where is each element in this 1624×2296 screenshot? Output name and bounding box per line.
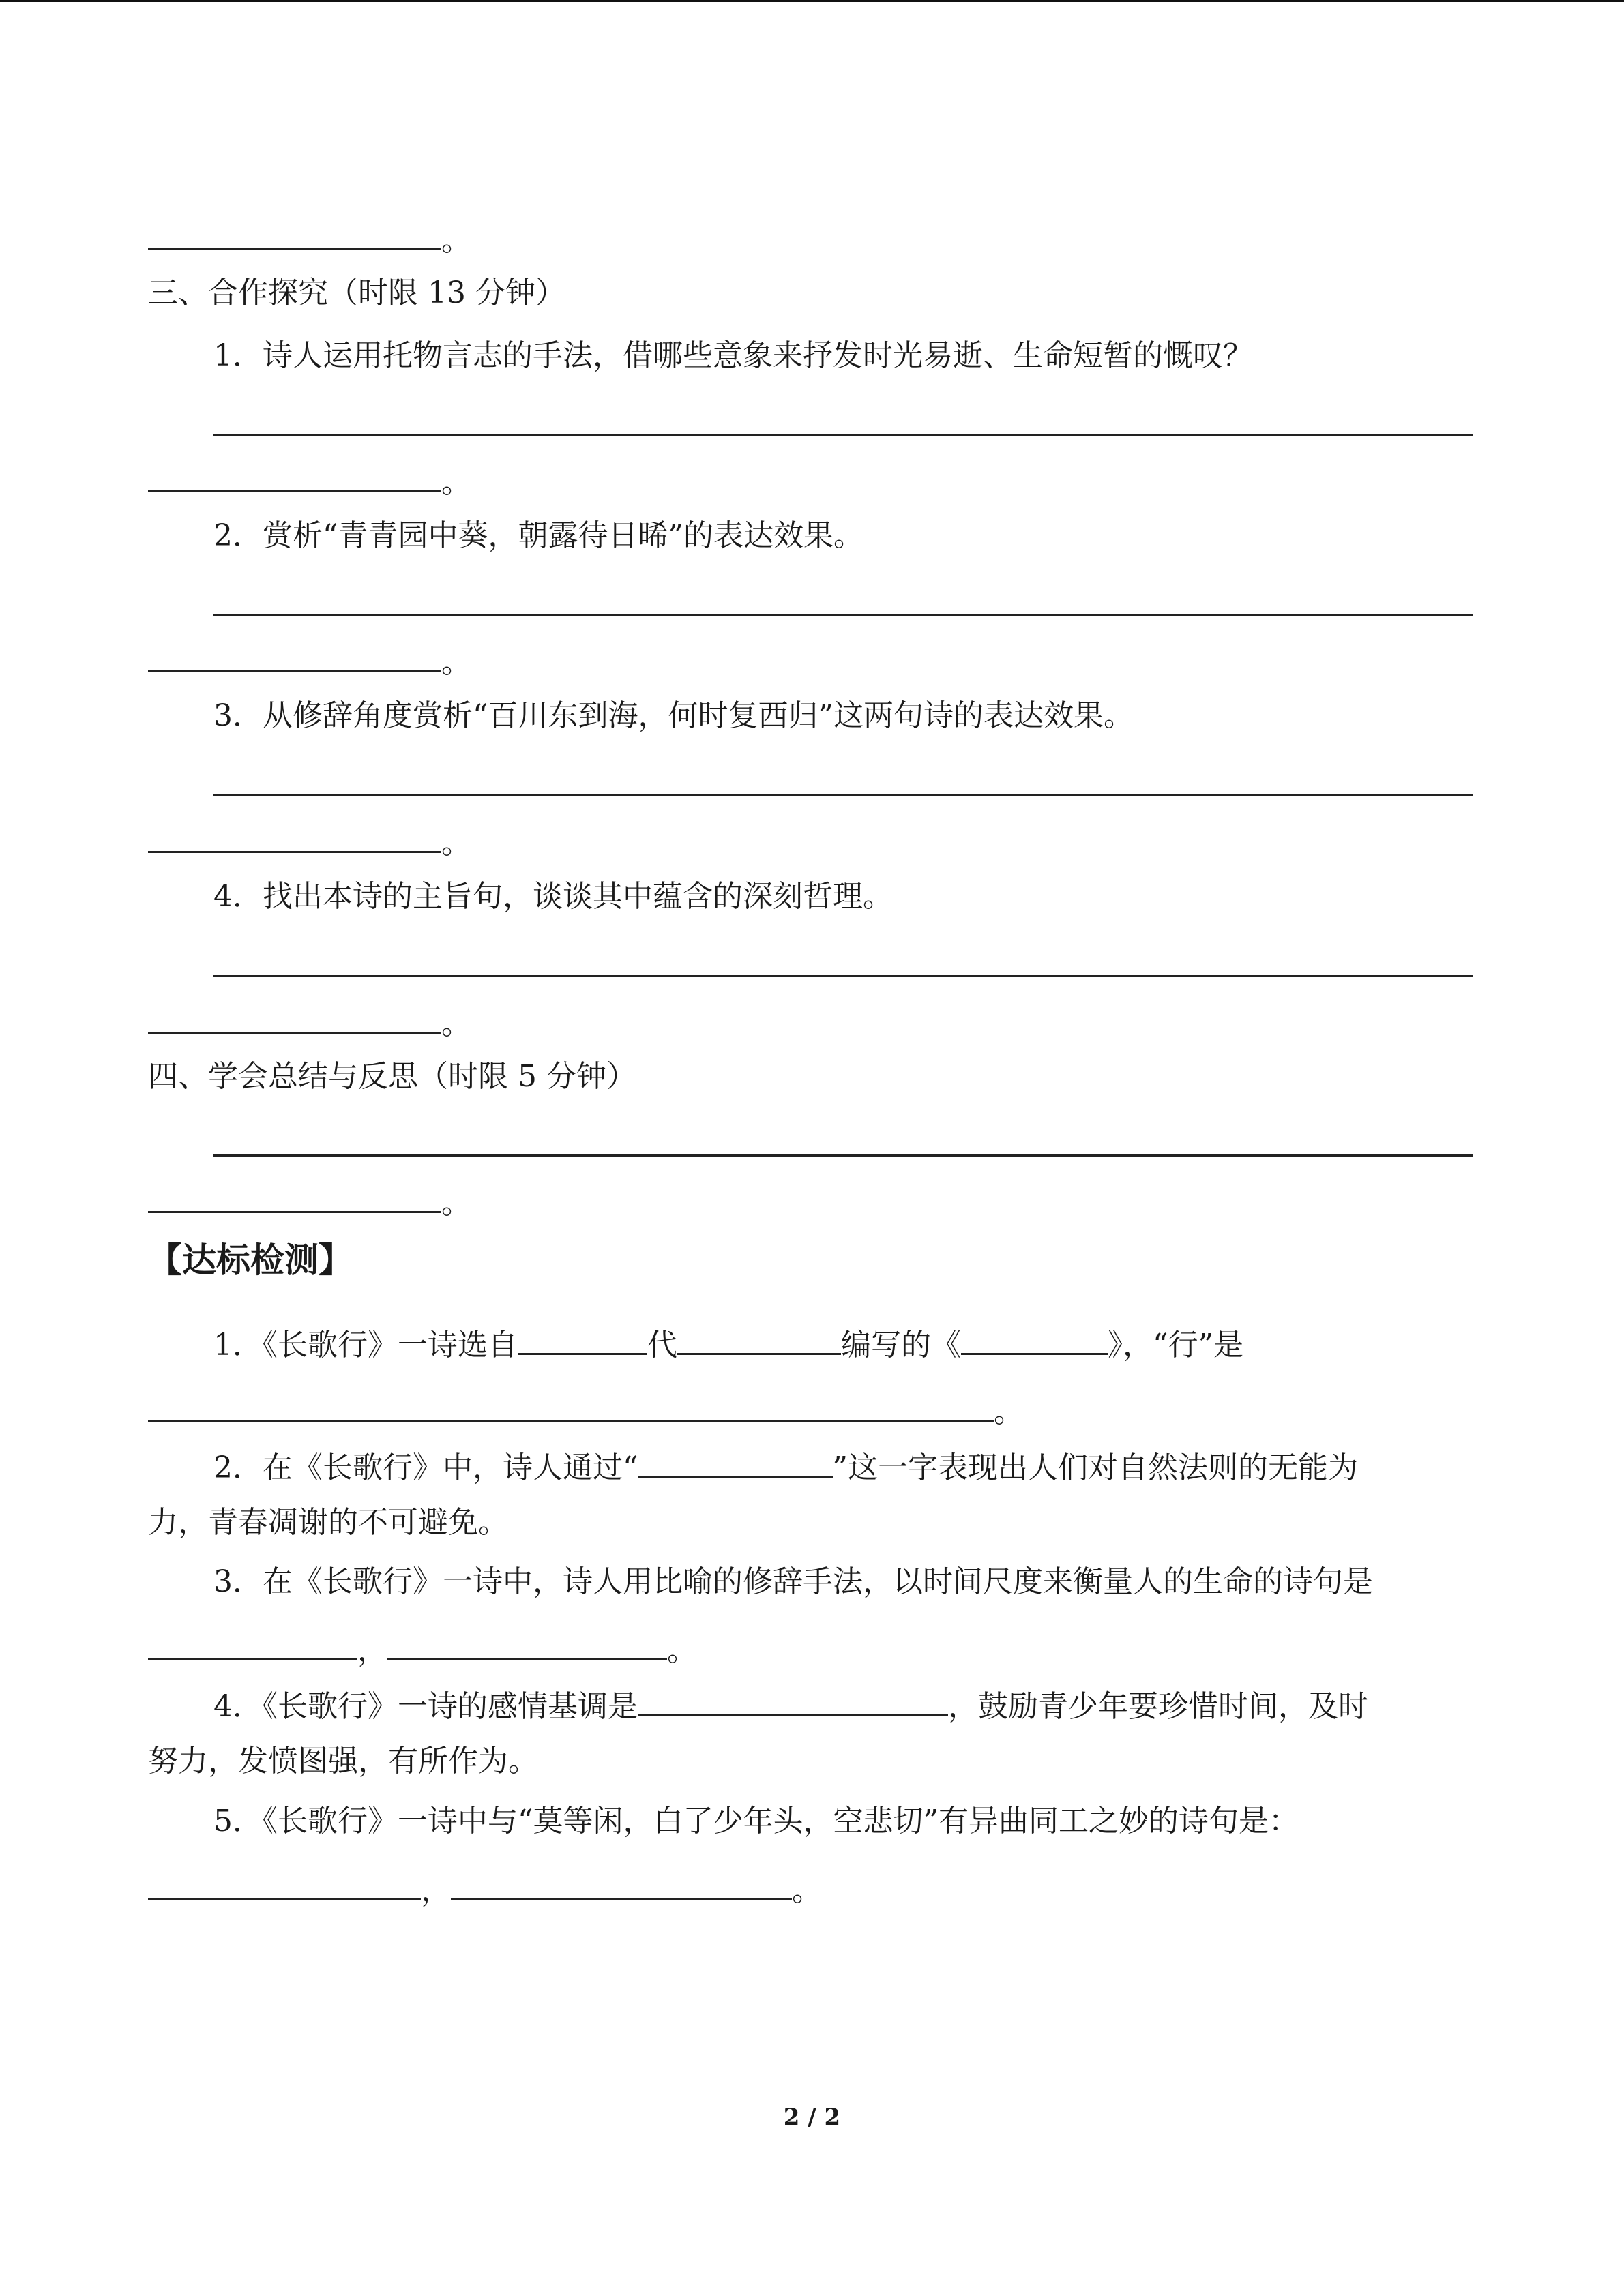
- assessment-q1: 1．《长歌行》一诗选自 代 编写的《 》，“行”是: [213, 1322, 1243, 1366]
- answer-line[interactable]: [213, 794, 1473, 796]
- question-3-1: 1．诗人运用托物言志的手法，借哪些意象来抒发时光易逝、生命短暂的慨叹？: [213, 338, 1253, 373]
- answer-line-end[interactable]: 。: [148, 639, 471, 683]
- answer-line[interactable]: [213, 1154, 1473, 1157]
- assessment-q5: 5．《长歌行》一诗中与“莫等闲，白了少年头，空悲切”有异曲同工之妙的诗句是：: [213, 1804, 1299, 1838]
- blank-compiler[interactable]: [677, 1322, 841, 1355]
- question-3-3: 3．从修辞角度赏析“百川东到海，何时复西归”这两句诗的表达效果。: [213, 698, 1134, 733]
- assessment-q5-line2: ， 。: [148, 1867, 822, 1911]
- answer-line[interactable]: [213, 975, 1473, 977]
- assessment-q3-line2: ， 。: [148, 1627, 697, 1671]
- answer-line-carryover[interactable]: [148, 217, 471, 261]
- blank-tone[interactable]: [638, 1683, 948, 1716]
- question-3-4: 4．找出本诗的主旨句，谈谈其中蕴含的深刻哲理。: [213, 879, 893, 914]
- answer-line-end[interactable]: 。: [148, 1000, 471, 1045]
- blank-dynasty[interactable]: [518, 1322, 647, 1355]
- blank-key-word[interactable]: [638, 1444, 833, 1478]
- blank-verse-2[interactable]: [451, 1867, 792, 1900]
- assessment-q2: 2．在《长歌行》中，诗人通过“ ”这一字表现出人们对自然法则的无能为: [213, 1444, 1358, 1489]
- section-4-title: 四、学会总结与反思（时限 5 分钟）: [148, 1059, 636, 1094]
- blank-verse-2[interactable]: [387, 1627, 667, 1660]
- assessment-q3: 3．在《长歌行》一诗中，诗人用比喻的修辞手法，以时间尺度来衡量人的生命的诗句是: [213, 1564, 1373, 1599]
- answer-line-end[interactable]: 。: [148, 820, 471, 864]
- section-3-title: 三、合作探究（时限 13 分钟）: [148, 275, 565, 310]
- answer-line-end[interactable]: 。: [148, 1180, 471, 1224]
- answer-line[interactable]: [213, 434, 1473, 436]
- blank-verse-1[interactable]: [148, 1627, 357, 1660]
- assessment-q4-line2: 努力，发愤图强，有所作为。: [148, 1744, 538, 1778]
- answer-line-end[interactable]: 。: [148, 459, 471, 503]
- assessment-q2-line2: 力，青春凋谢的不可避免。: [148, 1505, 508, 1540]
- assessment-q1-line2[interactable]: 。: [148, 1388, 1024, 1433]
- page-number: 2 / 2: [783, 2104, 841, 2131]
- blank-verse-1[interactable]: [148, 1867, 421, 1900]
- question-3-2: 2．赏析“青青园中葵，朝露待日晞”的表达效果。: [213, 518, 863, 553]
- assessment-heading: 【达标检测】: [148, 1240, 353, 1280]
- answer-line[interactable]: [213, 614, 1473, 616]
- blank-collection[interactable]: [961, 1322, 1108, 1355]
- period: 。: [441, 223, 471, 258]
- assessment-q4: 4．《长歌行》一诗的感情基调是 ，鼓励青少年要珍惜时间，及时: [213, 1683, 1368, 1727]
